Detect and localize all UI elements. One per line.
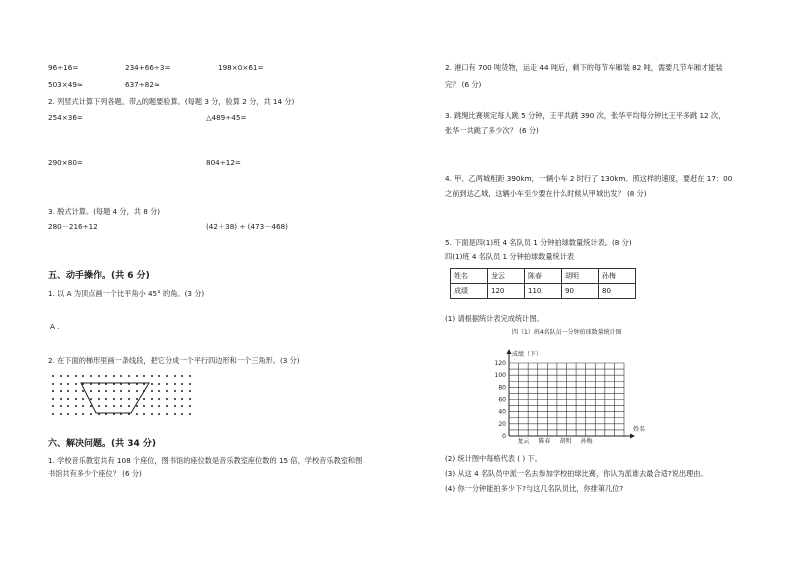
calc-item: 290×80= xyxy=(48,158,83,167)
question-text: 1. 以 A 为顶点画一个比平角小 45° 的角。(3 分) xyxy=(48,289,205,298)
calc-item: 198×0×61= xyxy=(218,63,264,72)
calc-item: 254×36= xyxy=(48,113,83,122)
table-cell: 姓名 xyxy=(451,269,488,284)
question-text: 5. 下面是四(1)班 4 名队员 1 分钟拍球数量统计表。(8 分) xyxy=(445,238,632,247)
sub-question: (2) 统计图中每格代表 ( ) 下。 xyxy=(445,454,542,463)
table-cell: 110 xyxy=(525,284,562,299)
y-tick-label: 80 xyxy=(498,384,506,392)
y-tick-label: 120 xyxy=(494,360,506,367)
y-tick-label: 0 xyxy=(502,433,506,440)
y-tick-label: 40 xyxy=(498,408,506,416)
calc-item: 637÷82≈ xyxy=(125,80,160,89)
chart-title: 四（1）班4名队员一分钟拍球数量统计图 xyxy=(512,329,622,336)
part-title: 五、动手操作。(共 6 分) xyxy=(48,271,150,281)
part-title: 六、解决问题。(共 34 分) xyxy=(48,439,157,449)
calc-item: 234+66÷3= xyxy=(125,63,171,72)
x-axis-arrow xyxy=(630,434,635,439)
sub-question: (1) 请根据统计表完成统计图。 xyxy=(445,314,544,323)
section-title: 3. 脱式计算。(每题 4 分，共 8 分) xyxy=(48,207,161,216)
calc-item: 804÷12= xyxy=(206,158,241,167)
question-text: 2. 港口有 700 吨货物，运走 44 吨后，剩下的每节车厢装 82 吨，需要几节车厢才能装 xyxy=(445,63,723,72)
question-text: 书馆共有多少个座位？ (6 分) xyxy=(48,469,142,478)
sub-question: (4) 你一分钟能拍多少下?与这几名队员比，你排第几位? xyxy=(445,484,624,493)
x-tick-labels xyxy=(517,437,592,445)
y-tick-labels xyxy=(495,360,507,440)
table-cell: 龙云 xyxy=(488,269,525,284)
x-tick-label: 陈春 xyxy=(538,438,551,445)
question-text: 2. 在下面的梯形里画一条线段，把它分成一个平行四边形和一个三角形。(3 分) xyxy=(48,356,300,365)
question-text: 1. 学校音乐教室共有 108 个座位，图书馆的座位数是音乐教室座位数的 15 倍，学校音乐教室和图 xyxy=(48,456,363,465)
calc-item: 280－216÷12 xyxy=(48,222,98,231)
sub-question: (3) 从这 4 名队员中派一名去参加学校拍球比赛，你认为派谁去最合适?说出理由。 xyxy=(445,469,708,478)
table-cell: 孙梅 xyxy=(599,269,636,284)
table-cell: 120 xyxy=(488,284,525,299)
section-title: 2. 列竖式计算下列各题，带△的题要验算。(每题 3 分，验算 2 分，共 14 分) xyxy=(48,97,295,106)
calc-item: (42＋38) ÷ (473－468) xyxy=(206,222,288,231)
table-cell: 陈春 xyxy=(525,269,562,284)
y-tick-label: 100 xyxy=(494,372,506,380)
question-text: 4. 甲、乙两城相距 390km，一辆小车 2 时行了 130km。照这样的速度，要赶在 17：00 xyxy=(445,174,733,183)
question-text: 完？ (6 分) xyxy=(445,80,482,89)
question-text: 张华一共跳了多少次？ (6 分) xyxy=(445,126,539,135)
chart-grid xyxy=(507,349,636,439)
calc-item: 503×49≈ xyxy=(48,80,83,89)
table-cell: 胡明 xyxy=(562,269,599,284)
x-tick-label: 胡明 xyxy=(559,438,572,445)
y-tick-label: 20 xyxy=(498,420,506,428)
x-axis-label: 姓名 xyxy=(633,426,646,433)
x-tick-label: 孙梅 xyxy=(580,438,593,445)
table-cell: 80 xyxy=(599,284,636,299)
y-axis-label: 成绩（下） xyxy=(512,351,543,358)
question-text: 之前到达乙城，这辆小车至少要在什么时候从甲城出发？ (8 分) xyxy=(445,189,647,198)
table-cell: 成绩 xyxy=(451,284,488,299)
y-tick-label: 60 xyxy=(498,396,506,404)
calc-item: △489÷45= xyxy=(206,113,247,122)
x-tick-label: 龙云 xyxy=(517,438,530,445)
point-label: A . xyxy=(50,322,60,331)
table-cell: 90 xyxy=(562,284,599,299)
question-text: 3. 跳绳比赛规定每人跳 5 分钟，王平共跳 390 次，张华平均每分钟比王平多跳 12 次， xyxy=(445,111,726,120)
calc-item: 96÷16= xyxy=(48,63,79,72)
y-axis-arrow xyxy=(507,349,512,354)
table-caption: 四(1)班 4 名队员 1 分钟拍球数量统计表 xyxy=(445,252,575,261)
